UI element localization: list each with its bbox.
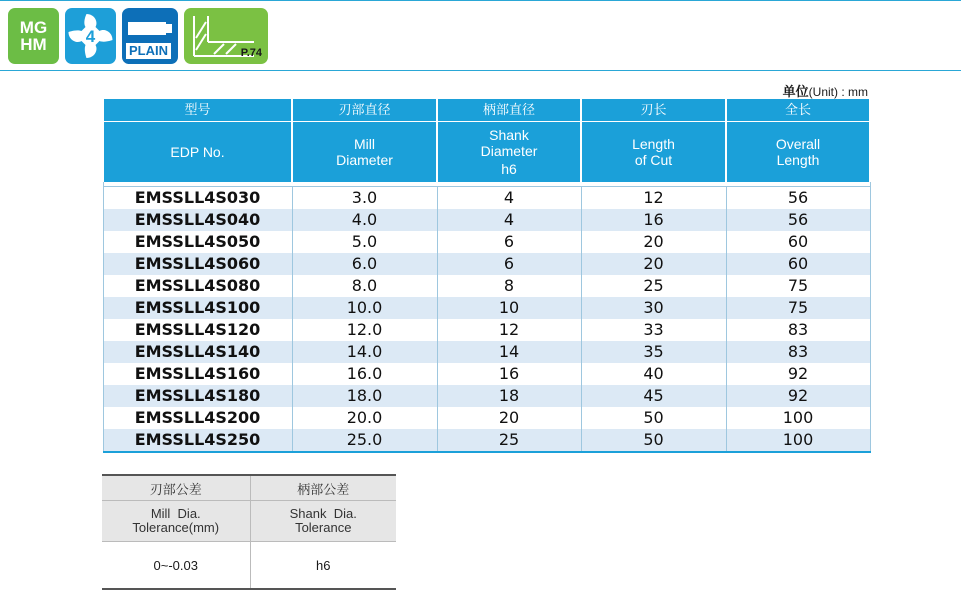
page-reference-badge xyxy=(184,8,268,64)
header-zh-overall-length: 全长 xyxy=(726,99,870,122)
header-en-edp: EDP No. xyxy=(103,122,292,183)
flute-count: 4 xyxy=(85,27,96,46)
shank-type-badge xyxy=(122,8,178,64)
overall-length-cell: 92 xyxy=(726,363,870,385)
shank-diameter-cell: 25 xyxy=(437,429,581,452)
header-en-length-of-cut: Length of Cut xyxy=(581,122,726,183)
unit-label-en: (Unit) : mm xyxy=(808,85,868,99)
edp-cell: EMSSLL4S180 xyxy=(103,385,292,407)
overall-length-cell: 60 xyxy=(726,231,870,253)
mill-diameter-cell: 20.0 xyxy=(292,407,437,429)
top-rule xyxy=(0,0,961,1)
material-badge xyxy=(8,8,59,64)
shank-type-label: PLAIN xyxy=(126,43,171,59)
unit-label-zh: 单位 xyxy=(782,84,809,99)
material-line2: HM xyxy=(20,35,47,54)
flute-count-badge xyxy=(65,8,116,64)
header-zh-shank-diameter: 柄部直径 xyxy=(437,99,581,122)
table-row xyxy=(103,363,870,385)
shank-tolerance-value: h6 xyxy=(250,542,396,590)
shank-diameter-cell: 4 xyxy=(437,187,581,210)
length-of-cut-cell: 33 xyxy=(581,319,726,341)
tolerance-header-zh-mill: 刃部公差 xyxy=(102,475,250,501)
shank-diameter-cell: 12 xyxy=(437,319,581,341)
shank-diameter-cell: 6 xyxy=(437,253,581,275)
overall-length-cell: 75 xyxy=(726,275,870,297)
overall-length-cell: 75 xyxy=(726,297,870,319)
length-of-cut-cell: 20 xyxy=(581,253,726,275)
shank-diameter-cell: 20 xyxy=(437,407,581,429)
mill-diameter-cell: 10.0 xyxy=(292,297,437,319)
edp-cell: EMSSLL4S140 xyxy=(103,341,292,363)
mill-diameter-cell: 5.0 xyxy=(292,231,437,253)
edp-cell: EMSSLL4S200 xyxy=(103,407,292,429)
mill-diameter-cell: 18.0 xyxy=(292,385,437,407)
mill-diameter-cell: 16.0 xyxy=(292,363,437,385)
table-row xyxy=(103,341,870,363)
header-en-shank-diameter: Shank Diameter h6 xyxy=(437,122,581,183)
table-row xyxy=(103,253,870,275)
shank-diameter-cell: 14 xyxy=(437,341,581,363)
four-flute-icon xyxy=(65,8,116,64)
edp-cell: EMSSLL4S080 xyxy=(103,275,292,297)
tolerance-table xyxy=(102,474,396,590)
tolerance-header-zh-shank: 柄部公差 xyxy=(250,475,396,501)
unit-label xyxy=(783,81,868,100)
table-row xyxy=(103,231,870,253)
spec-table xyxy=(102,99,871,453)
mill-diameter-cell: 12.0 xyxy=(292,319,437,341)
overall-length-cell: 60 xyxy=(726,253,870,275)
mill-diameter-cell: 14.0 xyxy=(292,341,437,363)
shank-diameter-cell: 10 xyxy=(437,297,581,319)
length-of-cut-cell: 30 xyxy=(581,297,726,319)
mill-diameter-cell: 25.0 xyxy=(292,429,437,452)
tolerance-header-en-mill: Mill Dia. Tolerance(mm) xyxy=(102,501,250,542)
header-zh-mill-diameter: 刃部直径 xyxy=(292,99,437,122)
length-of-cut-cell: 50 xyxy=(581,407,726,429)
length-of-cut-cell: 50 xyxy=(581,429,726,452)
length-of-cut-cell: 35 xyxy=(581,341,726,363)
section-rule xyxy=(0,70,961,71)
shank-diameter-cell: 16 xyxy=(437,363,581,385)
mill-tolerance-value: 0~-0.03 xyxy=(102,542,250,590)
edp-cell: EMSSLL4S050 xyxy=(103,231,292,253)
overall-length-cell: 100 xyxy=(726,407,870,429)
edp-cell: EMSSLL4S100 xyxy=(103,297,292,319)
overall-length-cell: 83 xyxy=(726,319,870,341)
mill-diameter-cell: 4.0 xyxy=(292,209,437,231)
material-line1: MG xyxy=(19,18,48,37)
table-row xyxy=(103,385,870,407)
page-reference: P.74 xyxy=(240,47,262,59)
header-en-overall-length: Overall Length xyxy=(726,122,870,183)
mill-diameter-cell: 8.0 xyxy=(292,275,437,297)
edp-cell: EMSSLL4S250 xyxy=(103,429,292,452)
edp-cell: EMSSLL4S040 xyxy=(103,209,292,231)
shank-diameter-cell: 18 xyxy=(437,385,581,407)
header-zh-length-of-cut: 刃长 xyxy=(581,99,726,122)
edp-cell: EMSSLL4S160 xyxy=(103,363,292,385)
overall-length-cell: 56 xyxy=(726,187,870,210)
length-of-cut-cell: 45 xyxy=(581,385,726,407)
overall-length-cell: 92 xyxy=(726,385,870,407)
table-row xyxy=(103,429,870,452)
overall-length-cell: 83 xyxy=(726,341,870,363)
length-of-cut-cell: 12 xyxy=(581,187,726,210)
table-row xyxy=(103,275,870,297)
length-of-cut-cell: 40 xyxy=(581,363,726,385)
header-zh-edp: 型号 xyxy=(103,99,292,122)
header-en-mill-diameter: Mill Diameter xyxy=(292,122,437,183)
table-row xyxy=(103,297,870,319)
overall-length-cell: 56 xyxy=(726,209,870,231)
shank-diameter-cell: 8 xyxy=(437,275,581,297)
shank-diameter-cell: 6 xyxy=(437,231,581,253)
table-row xyxy=(103,187,870,210)
edp-cell: EMSSLL4S120 xyxy=(103,319,292,341)
edp-cell: EMSSLL4S060 xyxy=(103,253,292,275)
tolerance-header-en-shank: Shank Dia. Tolerance xyxy=(250,501,396,542)
overall-length-cell: 100 xyxy=(726,429,870,452)
length-of-cut-cell: 16 xyxy=(581,209,726,231)
table-row xyxy=(103,407,870,429)
edp-cell: EMSSLL4S030 xyxy=(103,187,292,210)
table-row xyxy=(103,209,870,231)
length-of-cut-cell: 25 xyxy=(581,275,726,297)
table-row xyxy=(103,319,870,341)
mill-diameter-cell: 3.0 xyxy=(292,187,437,210)
mill-diameter-cell: 6.0 xyxy=(292,253,437,275)
shank-diameter-cell: 4 xyxy=(437,209,581,231)
length-of-cut-cell: 20 xyxy=(581,231,726,253)
